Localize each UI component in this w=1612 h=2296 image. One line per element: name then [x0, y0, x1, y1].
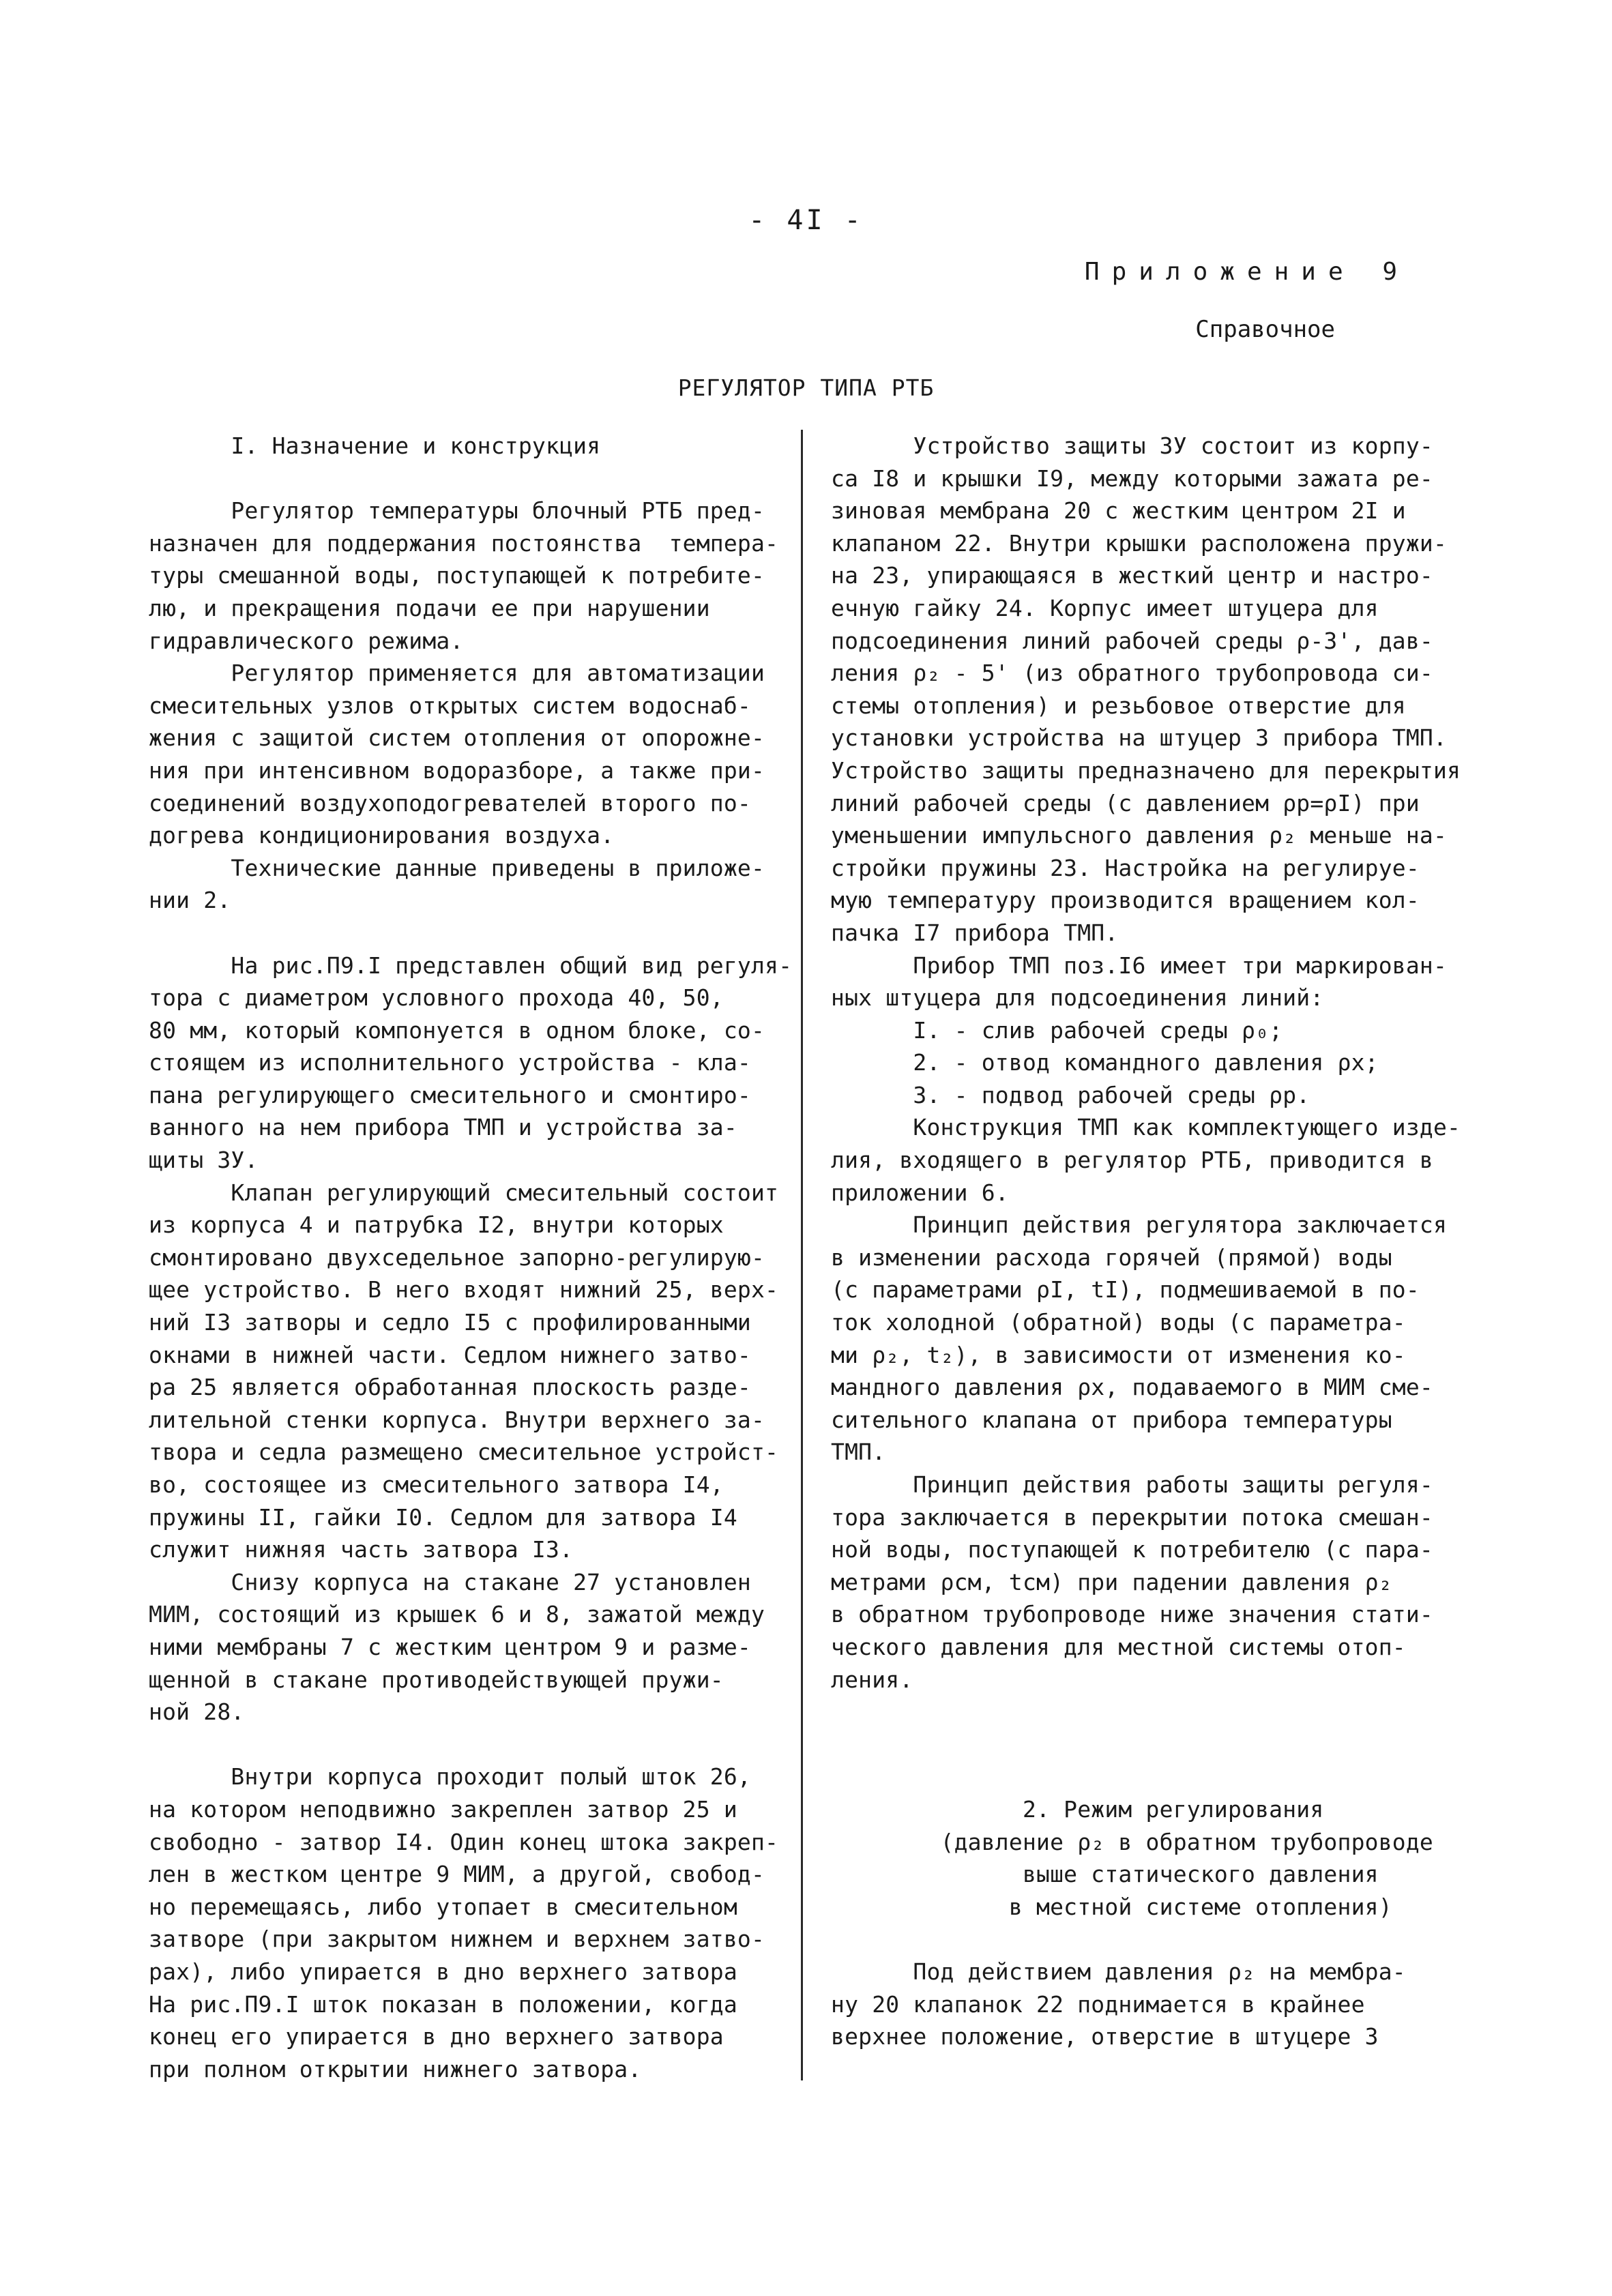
text-line: стоящем из исполнительного устройства - кла- [149, 1049, 751, 1076]
text-line: Устройство защиты ЗУ состоит из корпу- [831, 432, 1433, 459]
text-line [149, 1728, 783, 1761]
text-line: выше статического давления [831, 1861, 1379, 1888]
text-line: линий рабочей среды (с давлением ρр=ρI) при [831, 789, 1420, 816]
text-line: ческого давления для местной системы отоп- [831, 1633, 1406, 1660]
text-line: пружины II, гайки I0. Седлом для затвора I4 [149, 1503, 737, 1531]
text-line: окнами в нижней части. Седлом нижнего затво- [149, 1341, 751, 1368]
text-line: пачка I7 прибора ТМП. [831, 919, 1119, 946]
text-line: но перемещаясь, либо утопает в смесительном [149, 1893, 737, 1920]
text-line: ных штуцера для подсоединения линий: [831, 984, 1324, 1012]
text-line: конец его упирается в дно верхнего затвора [149, 2023, 724, 2050]
text-line: служит нижняя часть затвора I3. [149, 1536, 574, 1563]
text-line: из корпуса 4 и патрубка I2, внутри которых [149, 1211, 724, 1239]
text-line: 2. - отвод командного давления ρх; [831, 1049, 1379, 1076]
text-line: лен в жестком центре 9 МИМ, а другой, свобод- [149, 1861, 765, 1888]
text-line: ними мембраны 7 с жестким центром 9 и разме- [149, 1633, 751, 1660]
text-line: са I8 и крышки I9, между которыми зажата ре- [831, 465, 1433, 492]
text-line: ТМП. [831, 1439, 886, 1466]
text-line: подсоединения линий рабочей среды ρ-3', дав- [831, 627, 1433, 654]
text-line: I. Назначение и конструкция [149, 432, 601, 459]
text-line: щее устройство. В него входят нижний 25, верх- [149, 1276, 779, 1304]
text-line: (с параметрами ρI, tI), подмешиваемой в по- [831, 1276, 1420, 1304]
text-line: догрева кондиционирования воздуха. [149, 822, 615, 849]
text-line [831, 1728, 1465, 1761]
text-line: метрами ρсм, tсм) при падении давления ρ₂ [831, 1568, 1392, 1595]
text-line: мандного давления ρх, подаваемого в МИМ сме- [831, 1374, 1433, 1401]
text-line: ток холодной (обратной) воды (с параметра- [831, 1309, 1406, 1336]
text-line: зиновая мембрана 20 с жестким центром 2I и [831, 497, 1406, 525]
document-title: РЕГУЛЯТОР ТИПА РТБ [677, 374, 935, 401]
text-line: лия, входящего в регулятор РТБ, приводится в [831, 1147, 1433, 1174]
text-line: во, состоящее из смесительного затвора I4, [149, 1471, 724, 1498]
text-line: Снизу корпуса на стакане 27 установлен [149, 1568, 751, 1595]
column-divider [801, 430, 803, 2080]
text-line: Клапан регулирующий смесительный состоит [149, 1179, 779, 1206]
text-line: клапаном 22. Внутри крышки расположена пружи- [831, 529, 1448, 557]
text-line: лю, и прекращения подачи ее при нарушении [149, 594, 710, 621]
text-line: ечную гайку 24. Корпус имеет штуцера для [831, 594, 1379, 621]
text-line: лительной стенки корпуса. Внутри верхнего за- [149, 1406, 765, 1433]
text-line: стемы отопления) и резьбовое отверстие для [831, 692, 1406, 719]
text-line [149, 462, 783, 495]
text-line: сительного клапана от прибора температуры [831, 1406, 1392, 1433]
text-line: ну 20 клапанок 22 поднимается в крайнее [831, 1990, 1365, 2018]
text-line: (давление ρ₂ в обратном трубопроводе [831, 1828, 1433, 1855]
text-line: тора с диаметром условного прохода 40, 50, [149, 984, 724, 1012]
text-line: щенной в стакане противодействующей пружи- [149, 1666, 724, 1693]
text-line: Под действием давления ρ₂ на мембра- [831, 1958, 1406, 1985]
text-line: на 23, упирающаяся в жесткий центр и настро- [831, 562, 1433, 589]
text-line: верхнее положение, отверстие в штуцере 3 [831, 2023, 1379, 2050]
appendix-type: Справочное [1195, 316, 1335, 343]
text-line: Конструкция ТМП как комплектующего изде- [831, 1114, 1461, 1141]
text-line: I. - слив рабочей среды ρ₀; [831, 1016, 1283, 1044]
text-line [831, 1761, 1465, 1793]
text-line: затворе (при закрытом нижнем и верхнем затво- [149, 1926, 765, 1953]
text-line: Технические данные приведены в приложе- [149, 854, 765, 881]
text-line [831, 1696, 1465, 1728]
text-line: Устройство защиты предназначено для перекрытия [831, 756, 1461, 784]
text-line: Принцип действия работы защиты регуля- [831, 1471, 1433, 1498]
text-line: рах), либо упирается в дно верхнего затвора [149, 1958, 737, 1985]
text-line: соединений воздухоподогревателей второго по- [149, 789, 751, 816]
text-line: Принцип действия регулятора заключается [831, 1211, 1448, 1239]
right-text-column [831, 430, 1465, 2053]
text-line: смонтировано двухседельное запорно-регулирую- [149, 1243, 765, 1271]
text-line: ра 25 является обработанная плоскость разде- [149, 1374, 751, 1401]
text-line: гидравлического режима. [149, 627, 464, 654]
text-line: 3. - подвод рабочей среды ρр. [831, 1081, 1310, 1108]
text-line: тора заключается в перекрытии потока смешан- [831, 1503, 1433, 1531]
text-line: щиты ЗУ. [149, 1147, 259, 1174]
text-line: в обратном трубопроводе ниже значения стати- [831, 1601, 1433, 1628]
text-line: стройки пружины 23. Настройка на регулируе- [831, 854, 1420, 881]
text-line: На рис.П9.I представлен общий вид регуля- [149, 952, 793, 979]
text-line: Внутри корпуса проходит полый шток 26, [149, 1763, 751, 1791]
text-line: ления. [831, 1666, 913, 1693]
text-line: На рис.П9.I шток показан в положении, когда [149, 1990, 737, 2018]
text-line: установки устройства на штуцер 3 прибора ТМП. [831, 724, 1448, 752]
text-line: туры смешанной воды, поступающей к потребите- [149, 562, 765, 589]
text-line: нии 2. [149, 887, 231, 914]
text-line: назначен для поддержания постоянства темпера- [149, 529, 779, 557]
text-line: смесительных узлов открытых систем водоснаб- [149, 692, 751, 719]
text-line: ний I3 затворы и седло I5 с профилированными [149, 1309, 751, 1336]
text-line: в местной системе отопления) [831, 1893, 1392, 1920]
text-line: жения с защитой систем отопления от опорожне- [149, 724, 765, 752]
text-line: твора и седла размещено смесительное устройст- [149, 1439, 779, 1466]
text-line: приложении 6. [831, 1179, 1009, 1206]
text-line: пана регулирующего смесительного и смонтиро- [149, 1081, 751, 1108]
text-line: ной 28. [149, 1698, 245, 1726]
text-line: свободно - затвор I4. Один конец штока закреп- [149, 1828, 779, 1855]
text-line: 80 мм, который компонуется в одном блоке, со- [149, 1016, 765, 1044]
text-line: Регулятор температуры блочный РТБ пред- [149, 497, 765, 525]
text-line: на котором неподвижно закреплен затвор 25 и [149, 1795, 737, 1823]
page-number: - 4I - [748, 205, 864, 236]
text-line: Прибор ТМП поз.I6 имеет три маркирован- [831, 952, 1448, 979]
text-line: при полном открытии нижнего затвора. [149, 2055, 642, 2082]
text-line: ванного на нем прибора ТМП и устройства за- [149, 1114, 737, 1141]
text-line: ния при интенсивном водоразборе, а также при- [149, 756, 765, 784]
text-line: 2. Режим регулирования [831, 1795, 1324, 1823]
left-text-column [149, 430, 793, 2085]
text-line: ной воды, поступающей к потребителю (с пара- [831, 1536, 1433, 1563]
appendix-label: Приложение 9 [1084, 258, 1409, 286]
text-line: МИМ, состоящий из крышек 6 и 8, зажатой между [149, 1601, 765, 1628]
text-line [831, 1923, 1465, 1956]
text-line: ления ρ₂ - 5' (из обратного трубопровода си- [831, 660, 1433, 687]
text-line: уменьшении импульсного давления ρ₂ меньше на- [831, 822, 1448, 849]
text-line: мую температуру производится вращением кол- [831, 887, 1420, 914]
text-line: ми ρ₂, t₂), в зависимости от изменения ко- [831, 1341, 1406, 1368]
text-line: Регулятор применяется для автоматизации [149, 660, 765, 687]
text-line: в изменении расхода горячей (прямой) воды [831, 1243, 1392, 1271]
text-line [149, 917, 783, 950]
